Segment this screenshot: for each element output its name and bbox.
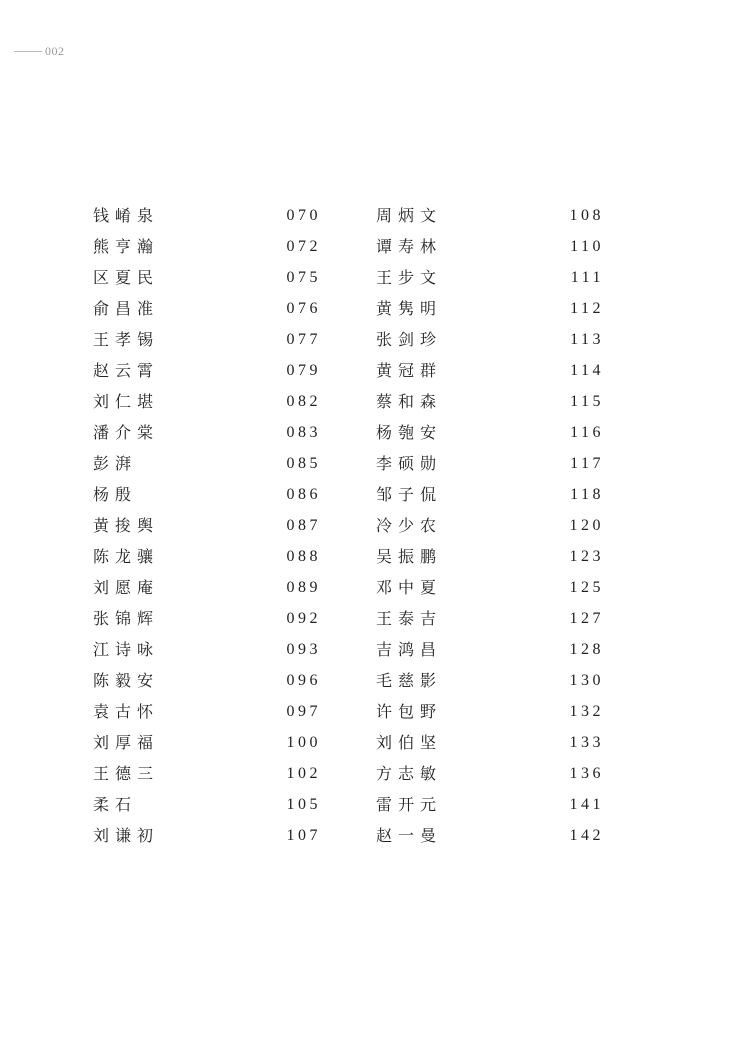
toc-entry[interactable] [376,479,616,510]
toc-entry[interactable] [93,386,333,417]
toc-entry-page-number: 105 [286,796,321,813]
header-rule [14,51,42,52]
toc-entry-page-number: 092 [286,610,321,627]
toc-entry[interactable] [376,603,616,634]
toc-entry-name: 袁古怀 [93,702,160,721]
toc-entry-page-number: 087 [286,517,321,534]
toc-entry-page-number: 133 [569,734,604,751]
toc-entry-page-number: 107 [286,827,321,844]
toc-entry-page-number: 082 [286,393,321,410]
toc-entry[interactable] [376,634,616,665]
toc-entry-name: 钱崤泉 [93,206,160,225]
toc-entry-page-number: 125 [569,579,604,596]
toc-entry-page-number: 130 [569,672,604,689]
toc-entry-name: 毛慈影 [376,671,443,690]
toc-entry-name: 杨殷 [93,485,138,504]
toc-entry-page-number: 127 [569,610,604,627]
toc-entry-page-number: 136 [569,765,604,782]
toc-entry[interactable] [376,696,616,727]
toc-entry-name: 彭湃 [93,454,138,473]
toc-entry-page-number: 102 [286,765,321,782]
toc-entry-page-number: 076 [286,300,321,317]
toc-entry[interactable] [93,789,333,820]
toc-entry-name: 周炳文 [376,206,443,225]
toc-entry[interactable] [376,789,616,820]
toc-entry-page-number: 120 [569,517,604,534]
toc-entry[interactable] [93,262,333,293]
toc-entry-page-number: 110 [570,238,604,255]
toc-entry-page-number: 112 [570,300,604,317]
toc-entry[interactable] [93,510,333,541]
toc-entry[interactable] [376,386,616,417]
toc-entry-name: 吉鸿昌 [376,640,443,659]
toc-entry[interactable] [93,696,333,727]
toc-entry[interactable] [93,479,333,510]
toc-entry-name: 黄捘舆 [93,516,160,535]
toc-entry[interactable] [376,572,616,603]
toc-entry-name: 刘谦初 [93,826,160,845]
toc-entry-name: 陈毅安 [93,671,160,690]
toc-entry-name: 王孝锡 [93,330,160,349]
toc-entry-page-number: 089 [286,579,321,596]
toc-entry-name: 王步文 [376,268,443,287]
toc-entry-name: 刘厚福 [93,733,160,752]
toc-entry[interactable] [376,510,616,541]
toc-entry-name: 柔石 [93,795,138,814]
toc-entry-page-number: 085 [286,455,321,472]
toc-entry[interactable] [376,727,616,758]
toc-entry-page-number: 097 [286,703,321,720]
toc-entry-page-number: 108 [569,207,604,224]
toc-entry[interactable] [93,200,333,231]
toc-entry-name: 俞昌准 [93,299,160,318]
toc-entry[interactable] [93,603,333,634]
toc-entry-page-number: 083 [286,424,321,441]
toc-entry-page-number: 077 [286,331,321,348]
toc-entry-page-number: 096 [286,672,321,689]
toc-entry-page-number: 075 [286,269,321,286]
toc-entry-page-number: 070 [286,207,321,224]
toc-entry[interactable] [93,541,333,572]
toc-entry[interactable] [93,727,333,758]
toc-entry-page-number: 079 [286,362,321,379]
toc-entry-name: 许包野 [376,702,443,721]
toc-entry-page-number: 086 [286,486,321,503]
toc-entry-name: 杨匏安 [376,423,443,442]
toc-right-column [376,200,616,851]
toc-entry-name: 赵一曼 [376,826,443,845]
toc-entry-name: 黄冠群 [376,361,443,380]
toc-entry[interactable] [93,417,333,448]
toc-entry[interactable] [93,634,333,665]
toc-entry[interactable] [376,200,616,231]
toc-entry[interactable] [93,293,333,324]
toc-entry-name: 张剑珍 [376,330,443,349]
toc-entry[interactable] [93,572,333,603]
toc-entry-name: 黄隽明 [376,299,443,318]
toc-entry[interactable] [93,665,333,696]
toc-entry-name: 张锦辉 [93,609,160,628]
toc-entry[interactable] [376,324,616,355]
toc-entry-name: 江诗咏 [93,640,160,659]
toc-entry-page-number: 114 [570,362,604,379]
toc-entry[interactable] [376,417,616,448]
toc-entry[interactable] [93,231,333,262]
toc-entry[interactable] [93,820,333,851]
toc-entry-name: 李硕勋 [376,454,443,473]
toc-entry[interactable] [376,665,616,696]
toc-entry-page-number: 118 [570,486,604,503]
toc-entry-page-number: 100 [286,734,321,751]
toc-entry-name: 吴振鹏 [376,547,443,566]
toc-entry-page-number: 093 [286,641,321,658]
toc-entry[interactable] [376,820,616,851]
toc-entry-page-number: 123 [569,548,604,565]
toc-entry-page-number: 128 [569,641,604,658]
toc-entry[interactable] [93,758,333,789]
toc-entry-name: 刘仁堪 [93,392,160,411]
toc-entry-name: 王泰吉 [376,609,443,628]
toc-entry-page-number: 072 [286,238,321,255]
toc-entry[interactable] [376,231,616,262]
toc-entry[interactable] [93,355,333,386]
toc-entry[interactable] [376,758,616,789]
toc-entry-name: 刘伯坚 [376,733,443,752]
toc-entry-name: 刘愿庵 [93,578,160,597]
toc-entry-page-number: 111 [570,269,604,286]
toc-entry-name: 区夏民 [93,268,160,287]
toc-entry[interactable] [376,448,616,479]
toc-entry-page-number: 132 [569,703,604,720]
toc-entry-name: 赵云霄 [93,361,160,380]
toc-entry[interactable] [93,448,333,479]
toc-entry-name: 邹子侃 [376,485,443,504]
toc-entry-page-number: 113 [570,331,604,348]
page-header [14,44,65,59]
toc-entry-name: 陈龙骧 [93,547,160,566]
toc-entry-page-number: 141 [569,796,604,813]
toc-entry-page-number: 115 [570,393,604,410]
toc-entry-page-number: 116 [570,424,604,441]
toc-entry[interactable] [376,541,616,572]
toc-entry-name: 谭寿林 [376,237,443,256]
toc-entry-name: 冷少农 [376,516,443,535]
toc-entry[interactable] [376,293,616,324]
toc-entry-name: 方志敏 [376,764,443,783]
toc-entry-name: 雷开元 [376,795,443,814]
toc-entry-name: 王德三 [93,764,160,783]
toc-entry-name: 潘介棠 [93,423,160,442]
toc-entry[interactable] [376,262,616,293]
toc-entry-page-number: 088 [286,548,321,565]
toc-entry-name: 邓中夏 [376,578,443,597]
toc-entry-page-number: 117 [570,455,604,472]
toc-entry-name: 熊亨瀚 [93,237,160,256]
toc-entry-name: 蔡和森 [376,392,443,411]
toc-entry[interactable] [93,324,333,355]
toc-entry[interactable] [376,355,616,386]
toc-entry-page-number: 142 [569,827,604,844]
toc-left-column [93,200,333,851]
page-number: 002 [45,44,65,58]
